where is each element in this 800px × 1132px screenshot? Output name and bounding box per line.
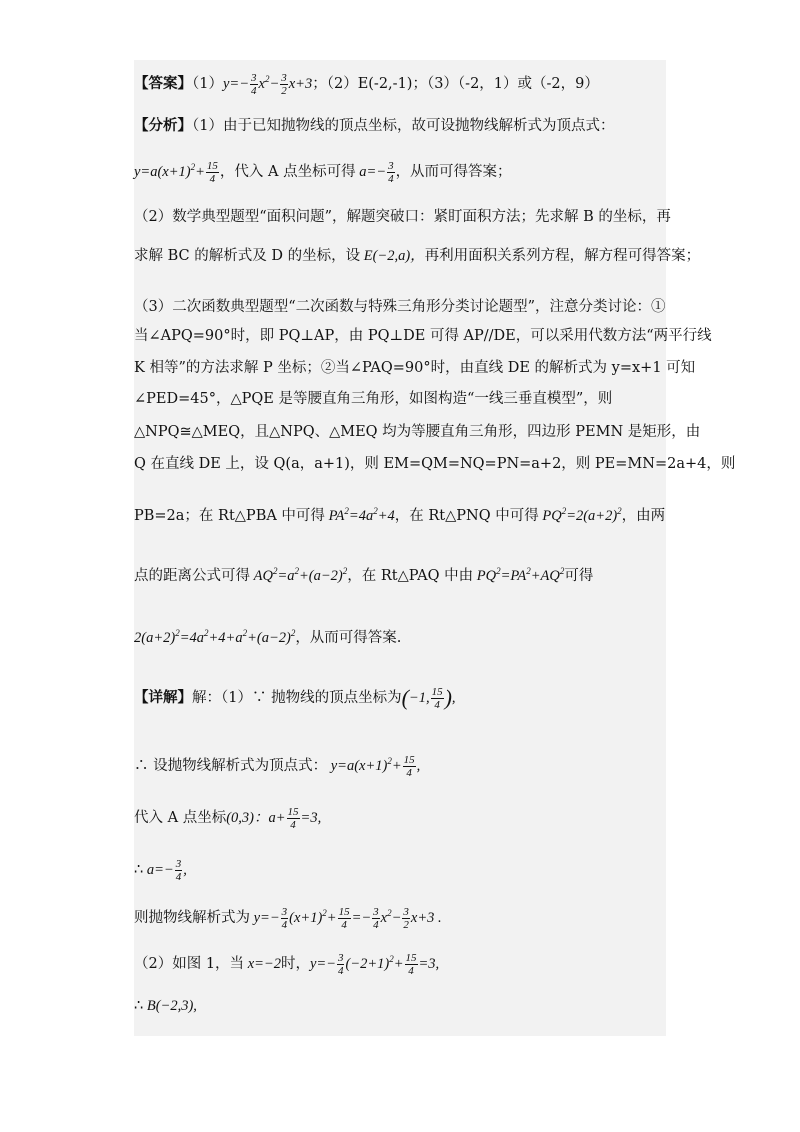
analysis-text-2a: ，代入 A 点坐标可得 xyxy=(219,163,356,180)
detail-text-6a: （2）如图 1，当 xyxy=(134,955,245,972)
vertex-coordinate-formula: (−1, $\frac{15}{4}$ ), xyxy=(401,684,456,711)
detail-text-1a: 解：（1）∵ 抛物线的顶点坐标为 xyxy=(192,689,402,706)
detail-line-5 xyxy=(134,906,442,931)
a-value-formula: a=− $\frac{3}{4}$ xyxy=(355,160,394,185)
detail-line-3 xyxy=(134,806,321,831)
detail-text-5a: 则抛物线解析式为 xyxy=(134,909,250,926)
y-value-formula: y=− $\frac{3}{4}$ $(-2+1)^2+$ $\frac{15}{4}$ =3, xyxy=(309,952,440,977)
analysis-text-13: ，从而可得答案. xyxy=(295,630,402,646)
detail-line-7 xyxy=(134,996,197,1016)
analysis-line-6: 当∠APQ=90°时，即 PQ⊥AP，由 PQ⊥DE 可得 AP//DE，可以采用代数方法“两平行线 xyxy=(134,328,712,344)
analysis-text-12b: ，在 Rt△PAQ 中由 xyxy=(347,568,474,584)
answer-line xyxy=(134,72,599,97)
detail-text-6b: 时， xyxy=(280,955,310,972)
detail-line-2 xyxy=(134,754,420,779)
detail-line-1 xyxy=(134,686,456,711)
analysis-text-12c: 可得 xyxy=(564,568,594,584)
analysis-line-11 xyxy=(134,506,665,526)
detail-label: 【详解】 xyxy=(134,688,192,706)
analysis-text-11a: PB=2a；在 Rt△PBA 中可得 xyxy=(134,508,325,524)
detail-text-2a: ∴ 设抛物线解析式为顶点式： xyxy=(134,757,328,774)
pq-squared-formula: $PQ^2=2(a+2)^2$ xyxy=(538,506,622,524)
therefore-symbol-1: ∴ xyxy=(134,861,144,878)
answer-label: 【答案】 xyxy=(134,74,192,92)
point-e-formula: E(−2,a)， xyxy=(360,248,425,264)
parabola-formula: y=− $\frac{3}{4}$ $(x+1)^2+$ $\frac{15}{4}$ =− $\frac{3}{4}$ $x^2-$ $\frac{3}{2}$ x+3 . xyxy=(250,906,442,931)
analysis-line-7: K 相等”的方法求解 P 坐标；②当∠PAQ=90°时，由直线 DE 的解析式为 y=x+1 可知 xyxy=(134,360,696,376)
analysis-line-12 xyxy=(134,566,593,586)
aq-squared-formula: $AQ^2=a^2+(a-2)^2$ xyxy=(250,566,348,584)
answer-formula-1: y=− $\frac{3}{4}$ $x^2-$ $\frac{3}{2}$ x+3 xyxy=(222,72,313,97)
analysis-line-9: △NPQ≅△MEQ，且△NPQ、△MEQ 均为等腰直角三角形，四边形 PEMN 是矩形，由 xyxy=(134,424,701,440)
detail-line-4 xyxy=(134,858,187,883)
a-value-formula-2: a=− $\frac{3}{4}$ , xyxy=(143,858,187,883)
pythagoras-formula: $PQ^2=PA^2+AQ^2$ xyxy=(473,566,565,584)
analysis-line-13 xyxy=(134,628,401,648)
analysis-line-5: （3）二次函数典型题型“二次函数与特殊三角形分类讨论题型”，注意分类讨论：① xyxy=(134,299,666,315)
detail-text-3a: 代入 A 点坐标 xyxy=(134,809,227,826)
solution-panel xyxy=(134,60,736,1036)
point-a-formula: (0,3)：a+ $\frac{15}{4}$ =3, xyxy=(226,806,322,831)
x-value-formula: x=−2 xyxy=(244,955,281,972)
therefore-symbol-2: ∴ xyxy=(134,998,144,1014)
analysis-text-2b: ，从而可得答案； xyxy=(395,163,512,180)
analysis-line-2 xyxy=(134,160,512,185)
analysis-text-11c: ，由两 xyxy=(621,508,666,524)
analysis-line-1 xyxy=(134,116,614,136)
detail-line-6 xyxy=(134,952,439,977)
vertex-form-formula-2: $y=a(x+1)^2+$ $\frac{15}{4}$ , xyxy=(327,754,421,779)
answer-part1-label: （1） xyxy=(192,75,223,92)
analysis-text-4a: 求解 BC 的解析式及 D 的坐标，设 xyxy=(134,248,361,264)
analysis-text-11b: ，在 Rt△PNQ 中可得 xyxy=(394,508,539,524)
equation-formula: $2(a+2)^2=4a^2+4+a^2+(a-2)^2$ xyxy=(134,628,296,646)
vertex-form-formula: $y=a(x+1)^2+$ $\frac{15}{4}$ xyxy=(134,160,218,185)
analysis-label: 【分析】 xyxy=(134,117,192,134)
analysis-text-12a: 点的距离公式可得 xyxy=(134,568,250,584)
analysis-text-4b: 再利用面积关系列方程，解方程可得答案； xyxy=(424,248,701,264)
analysis-line-8: ∠PED=45°，△PQE 是等腰直角三角形，如图构造“一线三垂直模型”，则 xyxy=(134,391,613,407)
analysis-line-4 xyxy=(134,246,700,266)
analysis-text-1: （1）由于已知抛物线的顶点坐标，故可设抛物线解析式为顶点式： xyxy=(192,118,615,134)
analysis-line-3: （2）数学典型题型“面积问题”，解题突破口：紧盯面积方法；先求解 B 的坐标，再 xyxy=(134,209,671,225)
answer-rest: ；（2）E(-2,-1)；（3）（-2，1）或（-2，9） xyxy=(312,75,599,92)
analysis-line-10: Q 在直线 DE 上，设 Q(a，a+1)，则 EM=QM=NQ=PN=a+2，则 PE=MN=2a+4，则 xyxy=(134,456,736,472)
point-b-formula: B(−2,3), xyxy=(143,998,197,1014)
pa-squared-formula: $PA^2=4a^2+4$ xyxy=(324,506,395,524)
